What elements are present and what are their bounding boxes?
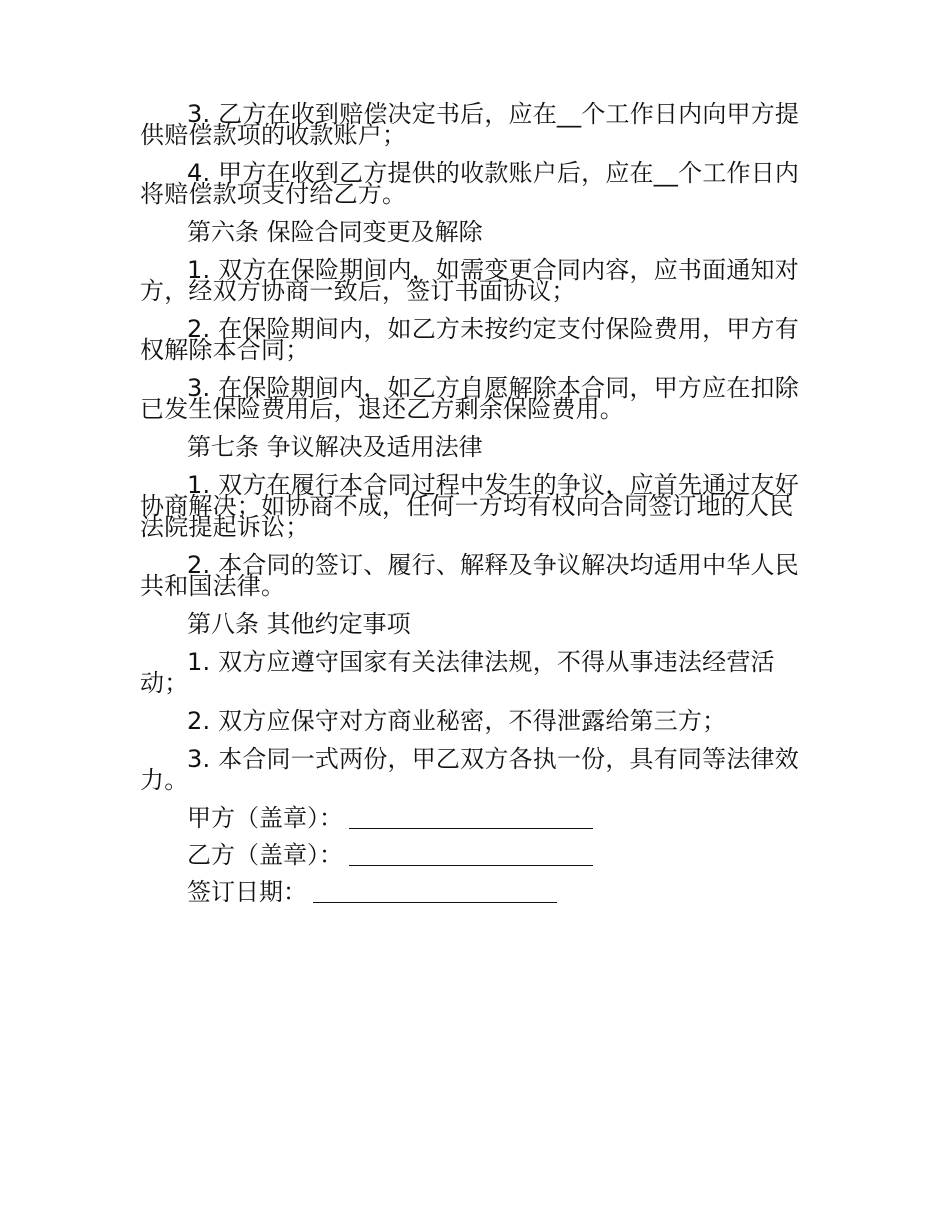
signing-date-line	[313, 884, 557, 903]
clause-8-item-1: 1. 双方应遵守国家有关法律法规，不得从事违法经营活动；	[140, 648, 775, 697]
article-7-heading: 第七条 争议解决及适用法律	[187, 433, 483, 461]
signing-date-label: 签订日期：	[187, 878, 307, 906]
contract-page	[140, 100, 810, 919]
party-a-seal	[140, 804, 810, 832]
clause-5-item-4: 4. 甲方在收到乙方提供的收款账户后，应在__个工作日内将赔偿款项支付给乙方。	[140, 159, 800, 208]
clause-8-item-2: 2. 双方应保守对方商业秘密，不得泄露给第三方；	[187, 707, 727, 735]
clause-7-item-2: 2. 本合同的签订、履行、解释及争议解决均适用中华人民共和国法律。	[140, 551, 799, 600]
party-a-seal-line	[349, 810, 593, 829]
clause-6-item-1: 1. 双方在保险期间内，如需变更合同内容，应书面通知对方，经双方协商一致后，签订书面协议；	[140, 256, 799, 305]
article-6-heading: 第六条 保险合同变更及解除	[187, 218, 483, 246]
clause-5-item-3: 3. 乙方在收到赔偿决定书后，应在__个工作日内向甲方提供赔偿款项的收款账户；	[140, 100, 800, 149]
party-b-seal-line	[349, 847, 593, 866]
clause-7-item-1: 1. 双方在履行本合同过程中发生的争议，应首先通过友好协商解决；如协商不成，任何一方均有权向合同签订地的人民法院提起诉讼；	[140, 471, 799, 541]
party-b-seal	[140, 841, 810, 869]
clause-8-item-3: 3. 本合同一式两份，甲乙双方各执一份，具有同等法律效力。	[140, 745, 799, 794]
party-b-seal-label: 乙方（盖章）：	[187, 841, 343, 869]
clause-6-item-2: 2. 在保险期间内，如乙方未按约定支付保险费用，甲方有权解除本合同；	[140, 315, 799, 364]
signing-date	[140, 878, 810, 906]
clause-6-item-3: 3. 在保险期间内，如乙方自愿解除本合同，甲方应在扣除已发生保险费用后，退还乙方剩余保险费用。	[140, 374, 799, 423]
party-a-seal-label: 甲方（盖章）：	[187, 804, 343, 832]
article-8-heading: 第八条 其他约定事项	[187, 610, 411, 638]
